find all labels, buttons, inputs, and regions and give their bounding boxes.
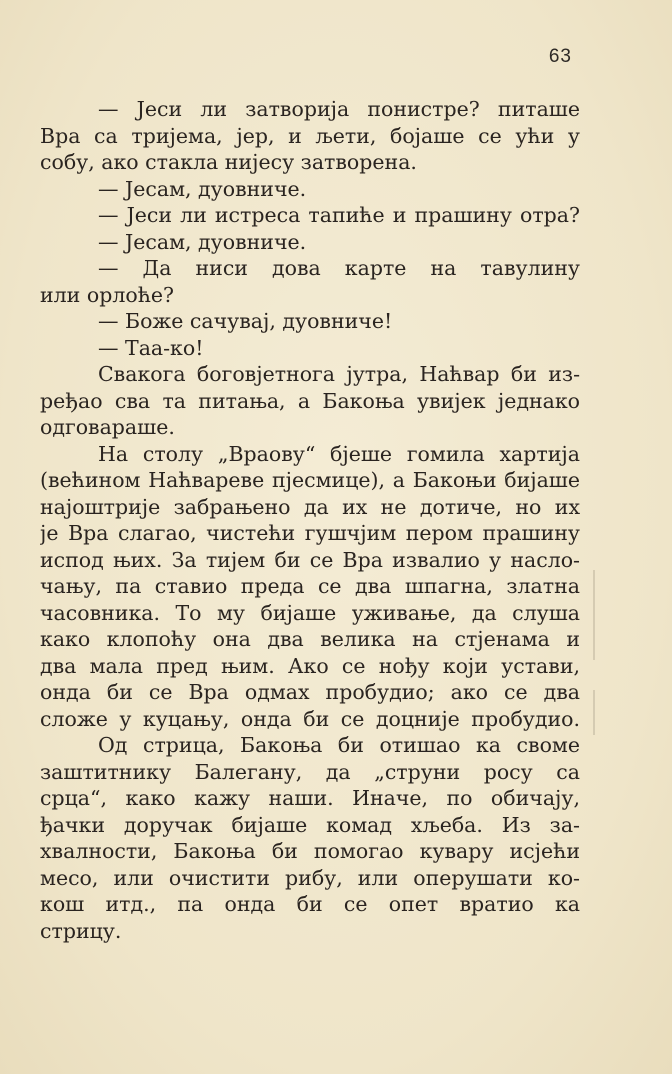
margin-edge-mark — [593, 570, 595, 660]
text-line: часовника. То му бијаше уживање, да слуша — [40, 600, 580, 625]
text-line: стрицу. — [40, 918, 122, 943]
text-line: сложе у куцању, онда би се доцније пробудио. — [40, 706, 580, 731]
text-line: испод њих. За тијем би се Вра извалио у насло- — [40, 547, 580, 572]
text-line: собу, ако стакла нијесу затворена. — [40, 150, 417, 174]
text-line: — Боже сачувај, дуовниче! — [98, 309, 393, 333]
text-line: ђачки доручак бијаше комад хљеба. Из за- — [40, 812, 580, 837]
text-line: чању, па ставио преда се два шпагна, златна — [40, 574, 580, 598]
text-line: Од стрица, Бакоња би отишао ка своме — [98, 733, 580, 757]
text-line: — Јеси ли истреса тапиће и прашину отра? — [98, 203, 580, 227]
text-line: хвалности, Бакоња би помогао кувару исјећи — [40, 839, 580, 863]
text-line: заштитнику Балегану, да „струни росу са — [40, 759, 580, 784]
text-line: месо, или очистити рибу, или оперушати ко- — [40, 865, 580, 890]
text-line: је Вра слагао, чистећи гушчјим пером прашину — [40, 521, 580, 545]
text-line: ређао сва та питања, а Бакоња увијек једнако — [40, 388, 580, 413]
text-line: — Таа-ко! — [98, 335, 204, 360]
text-line: Свакога боговјетнога јутра, Наћвар би из- — [98, 362, 580, 386]
text-line: онда би се Вра одмах пробудио; ако се два — [40, 680, 580, 704]
text-line: — Јеси ли затворија понистре? питаше — [98, 97, 580, 121]
text-line: — Јесам, дуовниче. — [98, 176, 307, 201]
text-line: одговараше. — [40, 415, 175, 439]
text-line: На столу „Враову“ бјеше гомила хартија — [98, 441, 580, 466]
text-line: или орлоће? — [40, 282, 175, 307]
body-text — [40, 96, 580, 944]
text-line: (већином Наћвареве пјесмице), а Бакоњи бијаше — [40, 468, 580, 492]
text-line: — Јесам, дуовниче. — [98, 229, 307, 254]
text-line: како клопоћу она два велика на стјенама и — [40, 627, 580, 651]
text-line: кош итд., па онда би се опет вратио ка — [40, 892, 580, 916]
text-line: два мала пред њим. Ако се нођу који устави, — [40, 653, 580, 678]
text-line: најоштрије забрањено да их не дотиче, но их — [40, 494, 580, 519]
text-line: Вра са тријема, јер, и љети, бојаше се ући у — [40, 123, 580, 148]
margin-edge-mark — [593, 690, 595, 735]
text-line: — Да ниси дова карте на тавулину — [98, 256, 580, 280]
text-line: срца“, како кажу наши. Иначе, по обичају, — [40, 786, 580, 810]
page-number: 63 — [548, 46, 572, 67]
